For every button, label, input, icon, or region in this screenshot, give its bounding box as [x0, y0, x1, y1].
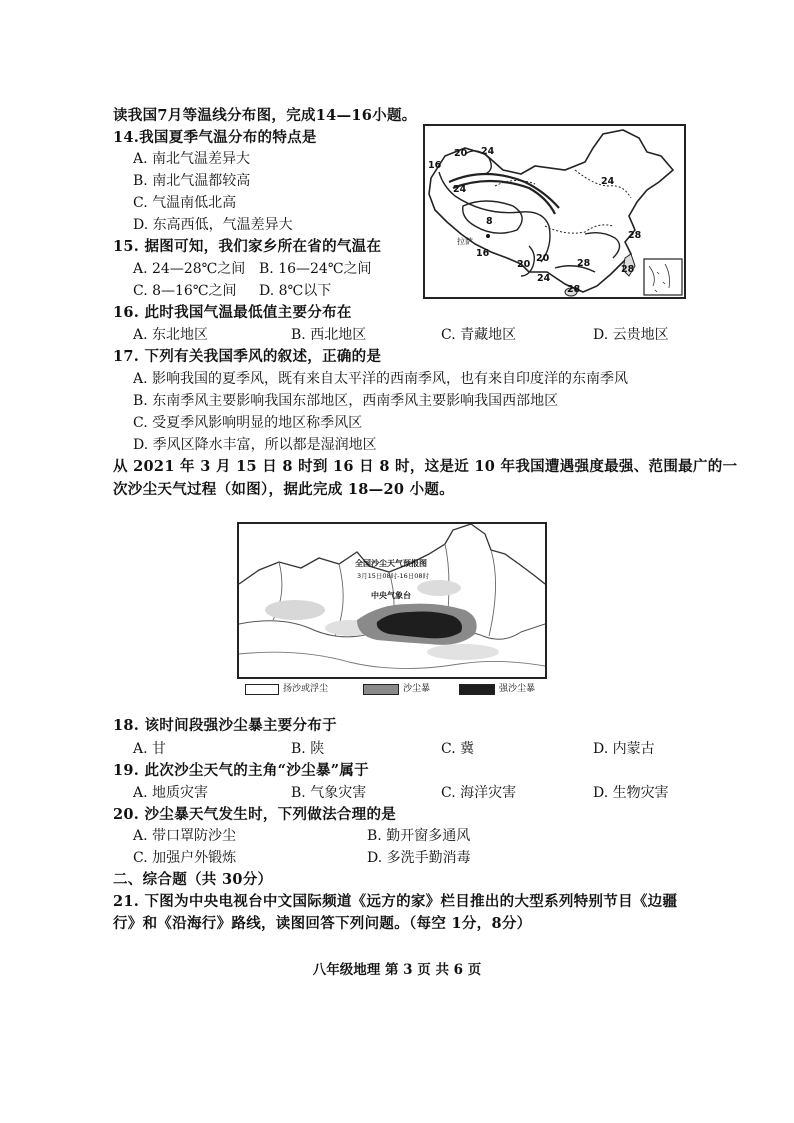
q15-stem: 15. 据图可知，我们家乡所在省的气温在	[113, 238, 382, 255]
dust-map-legend	[245, 683, 545, 697]
isotherm-label: 20	[517, 259, 531, 270]
q18-option-d[interactable]: D. 内蒙古	[593, 741, 655, 757]
legend-swatch-dust-storm	[363, 684, 399, 695]
map-title: 全国沙尘天气预报图	[355, 559, 427, 568]
legend-label-dust-storm: 沙尘暴	[403, 684, 431, 694]
floating-dust-area	[417, 580, 461, 596]
isotherm-map-svg	[425, 126, 684, 297]
q19-option-d[interactable]: D. 生物灾害	[593, 785, 669, 801]
q16-option-a[interactable]: A. 东北地区	[133, 327, 209, 343]
july-isotherm-map	[423, 124, 686, 299]
lhasa-label: 拉萨	[457, 237, 473, 246]
intro-18-20-line2: 次沙尘天气过程（如图），据此完成 18—20 小题。	[113, 481, 455, 498]
isotherm-label: 24	[601, 176, 615, 187]
map-agency: 中央气象台	[371, 591, 411, 600]
q14-option-d[interactable]: D. 东高西低，气温差异大	[133, 217, 293, 233]
isotherm-label: 16	[428, 160, 442, 171]
isotherm-label: 24	[481, 146, 495, 157]
isotherm-label: 28	[621, 264, 635, 275]
q19-option-c[interactable]: C. 海洋灾害	[441, 785, 517, 801]
q14-option-b[interactable]: B. 南北气温都较高	[133, 173, 251, 189]
page-footer: 八年级地理 第 3 页 共 6 页	[312, 962, 482, 978]
legend-label-strong-dust-storm: 强沙尘暴	[499, 684, 536, 694]
q15-option-a[interactable]: A. 24—28℃之间	[133, 261, 246, 277]
q19-stem: 19. 此次沙尘天气的主角“沙尘暴”属于	[113, 762, 369, 779]
q18-option-b[interactable]: B. 陕	[291, 741, 325, 757]
intro-18-20-line1: 从 2021 年 3 月 15 日 8 时到 16 日 8 时，这是近 10 年我国遭遇强度最强、范围最广的一	[113, 458, 738, 475]
legend-swatch-strong-dust-storm	[459, 684, 495, 695]
q17-option-b[interactable]: B. 东南季风主要影响我国东部地区，西南季风主要影响我国西部地区	[133, 393, 559, 409]
dust-storm-map	[237, 522, 547, 679]
legend-swatch-floating-dust	[245, 684, 279, 695]
map-subtitle: 3月15日08时-16日08时	[357, 572, 430, 580]
intro-14-16: 读我国7月等温线分布图，完成14—16小题。	[113, 107, 417, 124]
q17-option-c[interactable]: C. 受夏季风影响明显的地区称季风区	[133, 415, 363, 431]
isotherm-label: 24	[537, 273, 551, 284]
isotherm-label: 20	[536, 253, 550, 264]
q15-option-c[interactable]: C. 8—16℃之间	[133, 283, 237, 299]
q16-option-b[interactable]: B. 西北地区	[291, 327, 367, 343]
isotherm-label: 24	[453, 184, 467, 195]
q15-option-b[interactable]: B. 16—24℃之间	[259, 261, 372, 277]
section-2-heading: 二、综合题（共 30分）	[113, 871, 273, 888]
q20-option-a[interactable]: A. 带口罩防沙尘	[133, 828, 237, 844]
q16-option-d[interactable]: D. 云贵地区	[593, 327, 669, 343]
q17-option-d[interactable]: D. 季风区降水丰富，所以都是湿润地区	[133, 437, 377, 453]
q20-option-d[interactable]: D. 多洗手勤消毒	[367, 850, 471, 866]
q20-option-c[interactable]: C. 加强户外锻炼	[133, 850, 237, 866]
isotherm-label: 20	[454, 148, 468, 159]
q14-stem: 14.我国夏季气温分布的特点是	[113, 129, 317, 146]
q19-option-b[interactable]: B. 气象灾害	[291, 785, 367, 801]
floating-dust-area	[427, 644, 499, 660]
q18-stem: 18. 该时间段强沙尘暴主要分布于	[113, 717, 337, 734]
isotherm-line	[453, 181, 555, 214]
q20-option-b[interactable]: B. 勤开窗多通风	[367, 828, 471, 844]
legend-label-floating-dust: 扬沙或浮尘	[283, 684, 329, 694]
province-boundary	[545, 225, 613, 233]
isotherm-label: 28	[628, 230, 642, 241]
q20-stem: 20. 沙尘暴天气发生时，下列做法合理的是	[113, 806, 397, 823]
dust-map-svg	[239, 524, 545, 677]
q14-option-a[interactable]: A. 南北气温差异大	[133, 151, 251, 167]
lhasa-dot	[486, 234, 490, 238]
q19-option-a[interactable]: A. 地质灾害	[133, 785, 209, 801]
q18-option-a[interactable]: A. 甘	[133, 741, 167, 757]
isotherm-label: 28	[567, 284, 581, 295]
q16-option-c[interactable]: C. 青藏地区	[441, 327, 517, 343]
isotherm-line	[585, 233, 620, 258]
province-boundary	[239, 652, 545, 668]
q14-option-c[interactable]: C. 气温南低北高	[133, 195, 237, 211]
q21-line1: 21. 下图为中央电视台中文国际频道《远方的家》栏目推出的大型系列特别节目《边疆	[113, 893, 678, 910]
south-china-sea-inset	[644, 259, 682, 295]
q17-option-a[interactable]: A. 影响我国的夏季风，既有来自太平洋的西南季风，也有来自印度洋的东南季风	[133, 371, 629, 387]
q21-line2: 行》和《沿海行》路线，读图回答下列问题。（每空 1分，8分）	[113, 915, 532, 932]
isotherm-label: 8	[486, 216, 493, 227]
q18-option-c[interactable]: C. 冀	[441, 741, 475, 757]
isotherm-label: 28	[577, 258, 591, 269]
q17-stem: 17. 下列有关我国季风的叙述，正确的是	[113, 348, 382, 365]
q15-option-d[interactable]: D. 8℃以下	[259, 283, 332, 299]
floating-dust-area	[265, 600, 325, 620]
isotherm-label: 16	[476, 248, 490, 259]
q16-stem: 16. 此时我国气温最低值主要分布在	[113, 304, 352, 321]
